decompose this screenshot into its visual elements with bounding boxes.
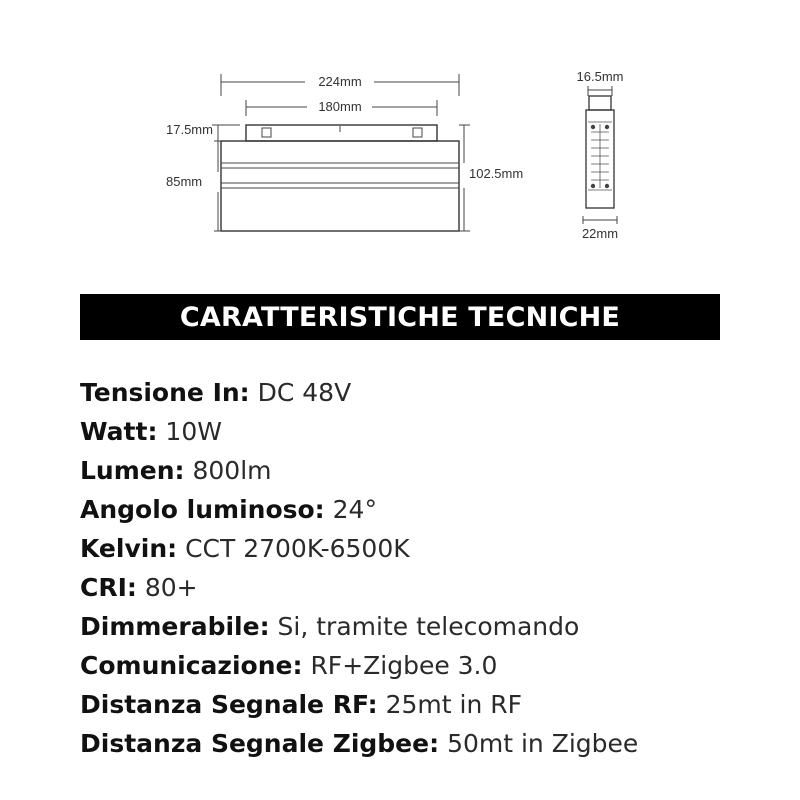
spec-label: Angolo luminoso: — [80, 495, 325, 524]
spec-label: Kelvin: — [80, 534, 178, 563]
inner-width-label: 180mm — [318, 99, 362, 114]
spec-value: Si, tramite telecomando — [277, 612, 580, 641]
spec-label: Distanza Segnale RF: — [80, 690, 378, 719]
side-bottom-width-label: 22mm — [581, 226, 619, 241]
spec-value: RF+Zigbee 3.0 — [310, 651, 498, 680]
spec-row — [80, 568, 780, 607]
spec-label: Watt: — [80, 417, 158, 446]
spec-value: 24° — [332, 495, 377, 524]
spec-value: 10W — [165, 417, 222, 446]
body-height-label: 85mm — [166, 174, 203, 189]
overall-width-label: 224mm — [318, 74, 362, 89]
dimension-drawing — [0, 0, 800, 260]
spec-value: 50mt in Zigbee — [447, 729, 639, 758]
spec-row — [80, 685, 780, 724]
spec-label: Comunicazione: — [80, 651, 303, 680]
spec-label: CRI: — [80, 573, 137, 602]
spec-row — [80, 607, 780, 646]
connector-height-label: 17.5mm — [166, 122, 213, 137]
spec-label: Lumen: — [80, 456, 185, 485]
spec-row — [80, 451, 780, 490]
side-top-width-label: 16.5mm — [576, 69, 624, 84]
spec-value: CCT 2700K-6500K — [185, 534, 410, 563]
section-title: CARATTERISTICHE TECNICHE — [80, 294, 720, 340]
spec-label: Dimmerabile: — [80, 612, 270, 641]
spec-value: DC 48V — [257, 378, 352, 407]
spec-row — [80, 373, 780, 412]
spec-list — [80, 373, 780, 763]
total-height-label: 102.5mm — [469, 166, 524, 181]
spec-value: 800lm — [192, 456, 272, 485]
spec-value: 80+ — [144, 573, 198, 602]
spec-row — [80, 529, 780, 568]
spec-label: Tensione In: — [80, 378, 250, 407]
spec-row — [80, 724, 780, 763]
spec-label: Distanza Segnale Zigbee: — [80, 729, 440, 758]
spec-value: 25mt in RF — [385, 690, 523, 719]
spec-row — [80, 412, 780, 451]
spec-row — [80, 490, 780, 529]
spec-row — [80, 646, 780, 685]
